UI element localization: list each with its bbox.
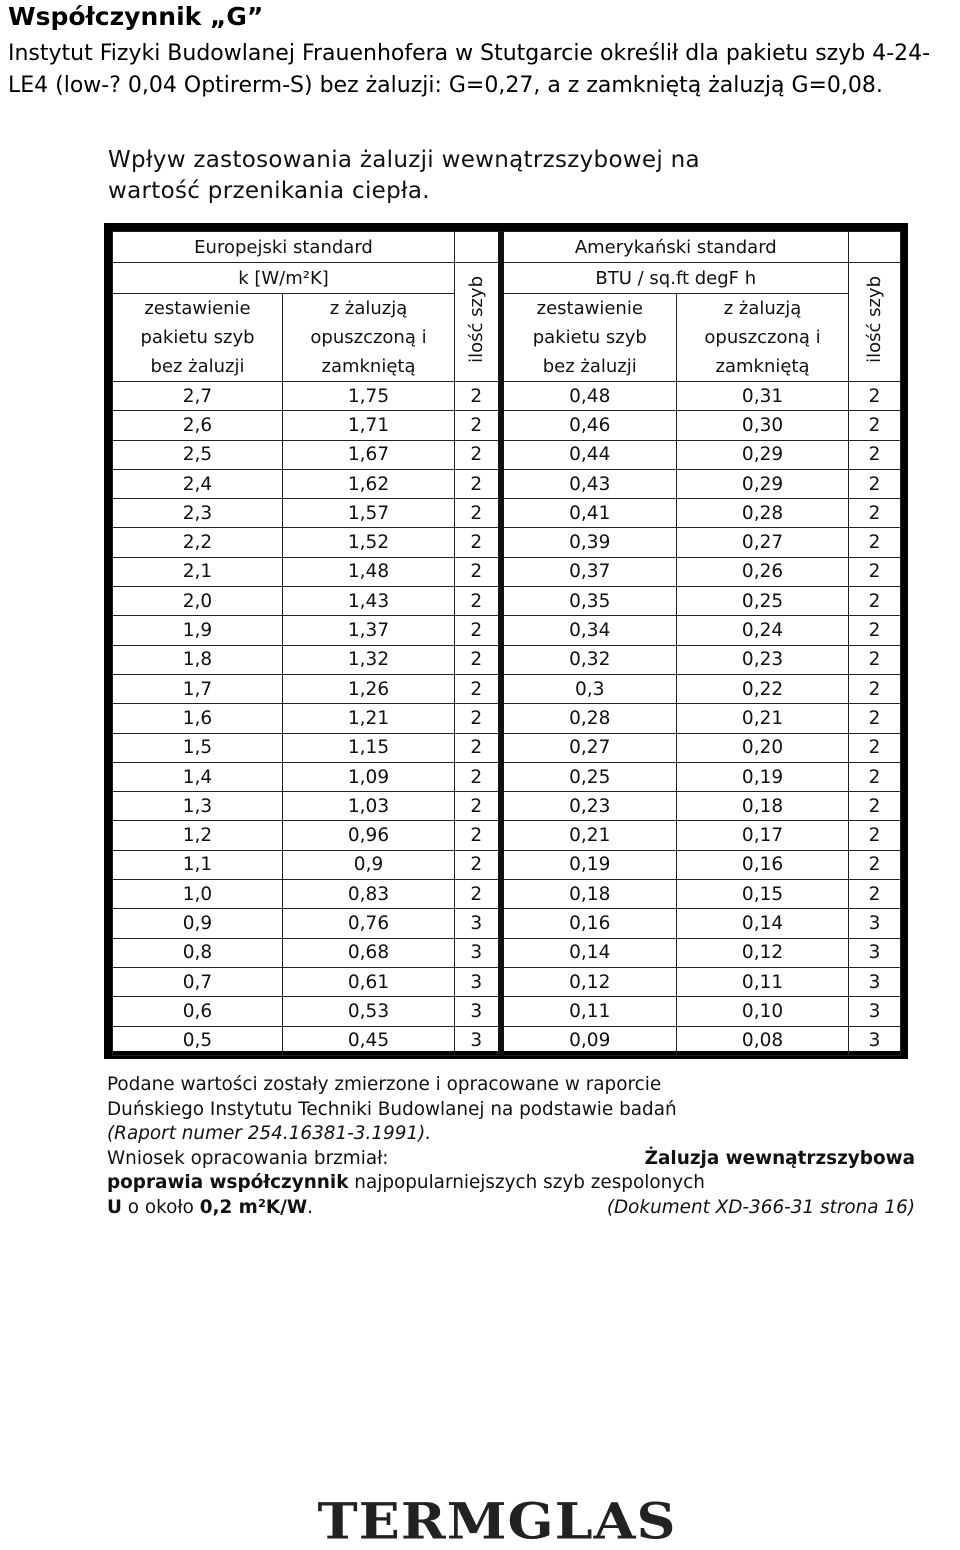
us-with-line-2: opuszczoną i	[704, 327, 821, 348]
table-row	[113, 762, 901, 791]
table-heading	[108, 145, 912, 223]
table-row	[113, 616, 901, 645]
us-without-cell: 0,14	[501, 938, 677, 967]
us-without-cell: 0,27	[501, 733, 677, 762]
us-count-cell: 2	[849, 587, 901, 616]
eu-count-cell: 2	[455, 645, 501, 674]
eu-without-cell: 1,3	[113, 792, 283, 821]
us-with-blind-header	[677, 294, 849, 382]
us-without-cell: 0,46	[501, 411, 677, 440]
eu-with-cell: 1,15	[283, 733, 455, 762]
table-row	[113, 997, 901, 1026]
eu-with-cell: 1,26	[283, 674, 455, 703]
us-with-cell: 0,11	[677, 967, 849, 996]
eu-without-cell: 1,2	[113, 821, 283, 850]
heading-line-1: Wpływ zastosowania żaluzji wewnątrzszybowej na	[108, 147, 700, 173]
table-row	[113, 528, 901, 557]
eu-count-cell: 2	[455, 821, 501, 850]
us-without-cell: 0,44	[501, 440, 677, 469]
us-count-cell: 2	[849, 674, 901, 703]
us-without-cell: 0,43	[501, 469, 677, 498]
eu-count-cell: 2	[455, 469, 501, 498]
us-with-cell: 0,15	[677, 880, 849, 909]
us-without-blind-header	[501, 294, 677, 382]
us-with-cell: 0,18	[677, 792, 849, 821]
us-without-cell: 0,32	[501, 645, 677, 674]
us-with-cell: 0,23	[677, 645, 849, 674]
eu-without-cell: 1,4	[113, 762, 283, 791]
us-with-cell: 0,27	[677, 528, 849, 557]
note-about: o około	[121, 1196, 200, 1218]
heading-line-2: wartość przenikania ciepła.	[108, 178, 430, 204]
us-count-cell: 3	[849, 1026, 901, 1055]
table-row	[113, 645, 901, 674]
us-without-line-3: bez żaluzji	[542, 356, 637, 377]
eu-without-cell: 2,1	[113, 557, 283, 586]
eu-with-blind-header	[283, 294, 455, 382]
us-with-cell: 0,22	[677, 674, 849, 703]
eu-without-cell: 1,5	[113, 733, 283, 762]
eu-count-cell: 2	[455, 704, 501, 733]
eu-count-cell: 2	[455, 850, 501, 879]
table-row	[113, 499, 901, 528]
us-with-cell: 0,31	[677, 382, 849, 411]
us-count-cell: 3	[849, 909, 901, 938]
us-count-cell: 2	[849, 411, 901, 440]
eu-without-cell: 0,7	[113, 967, 283, 996]
us-with-cell: 0,24	[677, 616, 849, 645]
eu-with-cell: 0,76	[283, 909, 455, 938]
us-without-cell: 0,11	[501, 997, 677, 1026]
termglas-logo: TERMGLAS	[317, 1491, 677, 1550]
eu-without-cell: 1,1	[113, 850, 283, 879]
us-count-cell: 3	[849, 938, 901, 967]
note-document-ref: (Dokument XD-366-31 strona 16)	[606, 1196, 915, 1218]
us-count-cell: 2	[849, 880, 901, 909]
us-with-cell: 0,16	[677, 850, 849, 879]
eu-without-cell: 2,4	[113, 469, 283, 498]
eu-count-cell: 2	[455, 616, 501, 645]
us-with-line-1: z żaluzją	[723, 298, 802, 319]
us-count-header	[849, 263, 901, 382]
us-count-cell: 2	[849, 616, 901, 645]
eu-without-line-1: zestawienie	[144, 298, 251, 319]
us-with-cell: 0,19	[677, 762, 849, 791]
eu-count-cell: 2	[455, 499, 501, 528]
eu-with-cell: 1,21	[283, 704, 455, 733]
eu-with-cell: 1,48	[283, 557, 455, 586]
eu-with-cell: 0,68	[283, 938, 455, 967]
us-with-cell: 0,10	[677, 997, 849, 1026]
note-conclusion-highlight: Żaluzja wewnątrzszybowa	[644, 1147, 915, 1169]
us-blank-cell	[849, 232, 901, 263]
eu-with-cell: 1,75	[283, 382, 455, 411]
eu-without-cell: 1,8	[113, 645, 283, 674]
us-without-cell: 0,28	[501, 704, 677, 733]
eu-count-cell: 2	[455, 792, 501, 821]
us-count-cell: 2	[849, 850, 901, 879]
table-row	[113, 557, 901, 586]
us-with-cell: 0,20	[677, 733, 849, 762]
source-note	[107, 1073, 915, 1220]
eu-with-cell: 1,67	[283, 440, 455, 469]
eu-without-cell: 0,9	[113, 909, 283, 938]
note-line-2: Duńskiego Instytutu Techniki Budowlanej na podstawie badań	[107, 1098, 677, 1120]
eu-with-cell: 0,9	[283, 850, 455, 879]
table-row	[113, 440, 901, 469]
eu-without-cell: 0,5	[113, 1026, 283, 1055]
eu-count-cell: 3	[455, 909, 501, 938]
us-with-cell: 0,12	[677, 938, 849, 967]
us-standard-header: Amerykański standard	[501, 232, 849, 263]
us-with-cell: 0,28	[677, 499, 849, 528]
note-value: 0,2 m²K/W	[199, 1196, 308, 1218]
eu-without-cell: 2,5	[113, 440, 283, 469]
us-count-cell: 2	[849, 821, 901, 850]
eu-with-line-2: opuszczoną i	[310, 327, 427, 348]
eu-without-cell: 2,3	[113, 499, 283, 528]
us-count-cell: 2	[849, 704, 901, 733]
eu-count-cell: 2	[455, 528, 501, 557]
note-conclusion-label: Wniosek opracowania brzmiał:	[107, 1147, 389, 1169]
eu-without-cell: 2,7	[113, 382, 283, 411]
eu-without-line-2: pakietu szyb	[140, 327, 255, 348]
note-line-3: (Raport numer 254.16381-3.1991).	[107, 1123, 432, 1144]
us-without-cell: 0,12	[501, 967, 677, 996]
us-count-cell: 2	[849, 733, 901, 762]
eu-with-cell: 0,61	[283, 967, 455, 996]
table-row	[113, 704, 901, 733]
us-count-cell: 2	[849, 645, 901, 674]
note-improves: poprawia współczynnik	[107, 1172, 349, 1193]
us-with-cell: 0,30	[677, 411, 849, 440]
us-with-cell: 0,17	[677, 821, 849, 850]
eu-count-cell: 3	[455, 967, 501, 996]
eu-standard-header: Europejski standard	[113, 232, 455, 263]
eu-with-cell: 1,71	[283, 411, 455, 440]
us-count-cell: 3	[849, 967, 901, 996]
note-period: .	[307, 1196, 314, 1218]
scanned-table-image	[104, 140, 915, 1220]
eu-with-line-3: zamkniętą	[321, 356, 416, 377]
eu-count-cell: 2	[455, 557, 501, 586]
us-without-cell: 0,25	[501, 762, 677, 791]
eu-with-cell: 0,83	[283, 880, 455, 909]
table-row	[113, 382, 901, 411]
us-with-cell: 0,14	[677, 909, 849, 938]
us-with-cell: 0,29	[677, 469, 849, 498]
note-line-1: Podane wartości zostały zmierzone i opracowane w raporcie	[107, 1074, 662, 1095]
table-row	[113, 880, 901, 909]
eu-with-cell: 1,52	[283, 528, 455, 557]
eu-without-cell: 0,6	[113, 997, 283, 1026]
us-without-cell: 0,35	[501, 587, 677, 616]
eu-with-cell: 0,53	[283, 997, 455, 1026]
eu-without-cell: 2,0	[113, 587, 283, 616]
us-count-cell: 2	[849, 528, 901, 557]
eu-unit-header: k [W/m²K]	[113, 263, 455, 294]
eu-with-line-1: z żaluzją	[329, 298, 408, 319]
table-body	[113, 382, 901, 1056]
eu-without-line-3: bez żaluzji	[150, 356, 245, 377]
us-count-cell: 2	[849, 469, 901, 498]
table-row	[113, 411, 901, 440]
table-row	[113, 792, 901, 821]
us-count-cell: 2	[849, 499, 901, 528]
eu-count-header	[455, 263, 501, 382]
eu-count-cell: 2	[455, 674, 501, 703]
us-without-line-1: zestawienie	[536, 298, 643, 319]
us-without-cell: 0,3	[501, 674, 677, 703]
us-without-cell: 0,34	[501, 616, 677, 645]
table-row	[113, 938, 901, 967]
us-count-label: ilość szyb	[864, 276, 886, 363]
us-without-cell: 0,21	[501, 821, 677, 850]
us-without-cell: 0,48	[501, 382, 677, 411]
eu-count-cell: 2	[455, 762, 501, 791]
us-unit-header: BTU / sq.ft degF h	[501, 263, 849, 294]
note-line-4	[107, 1147, 915, 1172]
eu-without-cell: 1,9	[113, 616, 283, 645]
u-value-table	[112, 231, 901, 1056]
us-without-line-2: pakietu szyb	[532, 327, 647, 348]
eu-without-cell: 1,0	[113, 880, 283, 909]
eu-with-cell: 1,62	[283, 469, 455, 498]
eu-with-cell: 1,32	[283, 645, 455, 674]
table-row	[113, 587, 901, 616]
table-row	[113, 909, 901, 938]
eu-count-cell: 3	[455, 938, 501, 967]
us-without-cell: 0,23	[501, 792, 677, 821]
note-line-5	[107, 1171, 915, 1196]
intro-paragraph: Instytut Fizyki Budowlanej Frauenhofera w Stutgarcie określił dla pakietu szyb 4-24-LE4 (low-? 0,04 Optirerm-S) bez żaluzji: G=0,27, a z zamkniętą żaluzją G=0,08.	[8, 41, 931, 98]
note-line-6	[107, 1196, 915, 1221]
us-without-cell: 0,09	[501, 1026, 677, 1055]
eu-without-cell: 0,8	[113, 938, 283, 967]
eu-without-cell: 1,6	[113, 704, 283, 733]
us-count-cell: 2	[849, 382, 901, 411]
eu-count-cell: 3	[455, 1026, 501, 1055]
us-count-cell: 2	[849, 762, 901, 791]
eu-count-cell: 2	[455, 382, 501, 411]
eu-with-cell: 1,09	[283, 762, 455, 791]
table-row	[113, 733, 901, 762]
us-with-line-3: zamkniętą	[715, 356, 810, 377]
table-frame	[104, 223, 908, 1059]
eu-with-cell: 1,03	[283, 792, 455, 821]
eu-blank-cell	[455, 232, 501, 263]
us-with-cell: 0,08	[677, 1026, 849, 1055]
eu-with-cell: 1,37	[283, 616, 455, 645]
eu-without-cell: 2,6	[113, 411, 283, 440]
eu-with-cell: 1,43	[283, 587, 455, 616]
eu-count-cell: 2	[455, 440, 501, 469]
eu-count-cell: 2	[455, 587, 501, 616]
eu-count-cell: 2	[455, 733, 501, 762]
us-without-cell: 0,41	[501, 499, 677, 528]
page-title: Współczynnik „G”	[8, 2, 264, 31]
table-row	[113, 469, 901, 498]
us-without-cell: 0,18	[501, 880, 677, 909]
us-with-cell: 0,25	[677, 587, 849, 616]
us-without-cell: 0,19	[501, 850, 677, 879]
us-without-cell: 0,37	[501, 557, 677, 586]
eu-with-cell: 1,57	[283, 499, 455, 528]
note-popular-glass: najpopularniejszych szyb zespolonych	[348, 1172, 705, 1193]
us-without-cell: 0,16	[501, 909, 677, 938]
eu-count-cell: 2	[455, 411, 501, 440]
us-count-cell: 2	[849, 792, 901, 821]
eu-without-blind-header	[113, 294, 283, 382]
us-with-cell: 0,26	[677, 557, 849, 586]
note-u: U	[107, 1196, 122, 1218]
table-row	[113, 1026, 901, 1055]
us-count-cell: 2	[849, 440, 901, 469]
eu-count-label: ilość szyb	[465, 276, 487, 363]
eu-with-cell: 0,45	[283, 1026, 455, 1055]
eu-count-cell: 2	[455, 880, 501, 909]
eu-count-cell: 3	[455, 997, 501, 1026]
us-count-cell: 2	[849, 557, 901, 586]
table-row	[113, 967, 901, 996]
eu-without-cell: 1,7	[113, 674, 283, 703]
us-count-cell: 3	[849, 997, 901, 1026]
eu-without-cell: 2,2	[113, 528, 283, 557]
table-row	[113, 821, 901, 850]
us-without-cell: 0,39	[501, 528, 677, 557]
table-row	[113, 850, 901, 879]
eu-with-cell: 0,96	[283, 821, 455, 850]
us-with-cell: 0,21	[677, 704, 849, 733]
us-with-cell: 0,29	[677, 440, 849, 469]
table-row	[113, 674, 901, 703]
